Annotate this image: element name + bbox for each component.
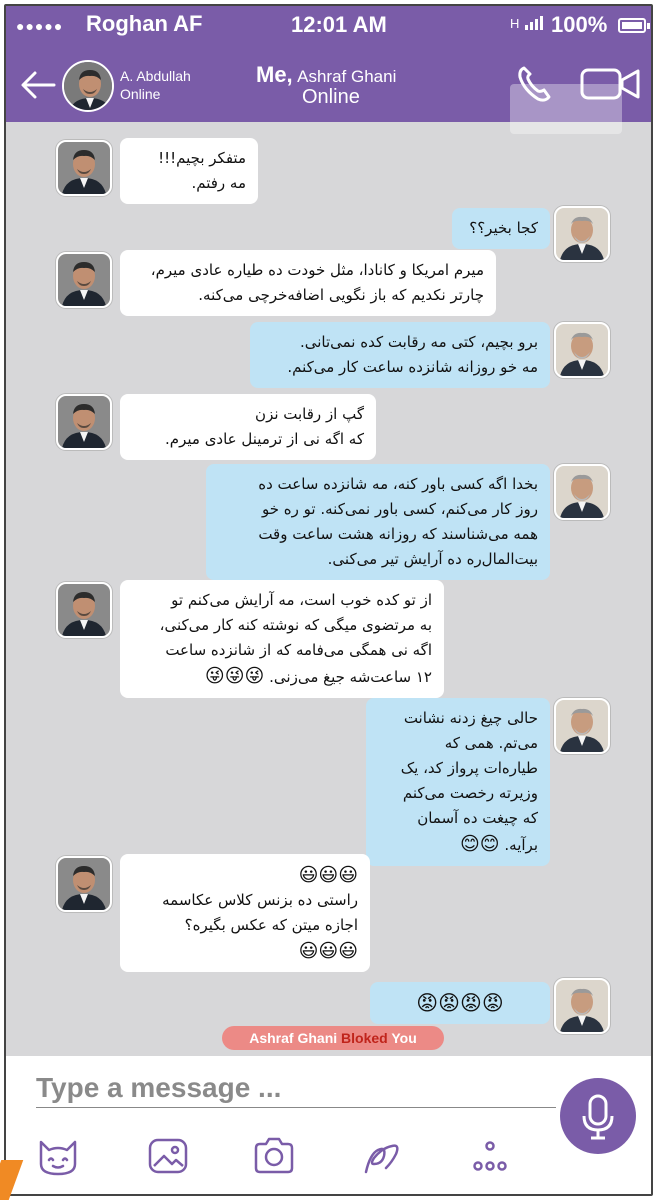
message-input[interactable] xyxy=(36,1068,556,1108)
more-icon[interactable] xyxy=(468,1134,512,1178)
blocked-notice-badge xyxy=(222,1026,444,1050)
message-line: ۱۲ ساعت‌شه جیغ می‌زنی. xyxy=(269,668,432,686)
message-bubble xyxy=(370,982,550,1024)
clock: 12:01 AM xyxy=(291,12,387,37)
battery-percent: 100% xyxy=(551,12,608,37)
message-bubble xyxy=(120,854,370,972)
message-line: وزیرته رخصت می‌کنم xyxy=(402,784,538,802)
message-line: طیاره‌ات پرواز کد، یک xyxy=(400,759,538,777)
message-line: میرم امریکا و کانادا، مثل خودت ده طیاره عادی میرم، xyxy=(150,261,484,279)
me-status: Online xyxy=(302,86,360,108)
grinning-emoji-icon: 😃😃😃 xyxy=(298,940,358,962)
ghani-avatar xyxy=(554,978,610,1034)
message-bubble xyxy=(206,464,550,580)
composer xyxy=(6,1056,651,1196)
ghani-avatar xyxy=(554,206,610,262)
message-line: گپ از رقابت نزن xyxy=(255,405,364,423)
phone-screen xyxy=(4,4,653,1196)
mic-button[interactable] xyxy=(560,1078,636,1154)
contact-status: Online xyxy=(120,86,161,102)
blocked-word: Bloked xyxy=(341,1030,388,1046)
signal-bars-icon xyxy=(523,16,545,30)
message-line: بیت‌المال‌ره ده آرایش تیر می‌کنی. xyxy=(327,550,538,568)
message-line: مه خو روزانه شانزده ساعت کار می‌کنم. xyxy=(287,358,538,376)
message-line: می‌تم. همی که xyxy=(444,734,538,752)
angry-face-emoji-icon: 😡😡😡😡 xyxy=(416,991,504,1015)
signal-dots-icon: ●●●●● xyxy=(16,18,64,34)
message-line: حالی چیغ زدنه نشانت xyxy=(403,709,538,727)
message-line: بخدا اگه کسی باور کنه، مه شانزده ساعت ده xyxy=(258,475,538,493)
winking-tongue-emoji-icon: 😜😜😜 xyxy=(204,665,265,687)
abdullah-avatar xyxy=(56,252,112,308)
status-bar xyxy=(6,6,651,44)
blocked-target: You xyxy=(391,1030,417,1046)
chat-header xyxy=(6,6,651,122)
message-line: اگه نی همگی می‌فامه که از شانزده ساعت xyxy=(165,641,432,659)
network-signal-icon xyxy=(510,16,545,31)
carrier-name: Roghan AF xyxy=(86,11,203,36)
message-line: اجازه میتن که عکس بگیره؟ xyxy=(184,916,358,934)
image-icon[interactable] xyxy=(146,1134,190,1178)
message-line: مه رفتم. xyxy=(191,174,246,192)
message-line: از تو کده خوب است، مه آرایش می‌کنم تو xyxy=(171,591,432,609)
message-bubble xyxy=(120,138,258,204)
message-line: چارتر نکدیم که باز نگویی اضافه‌خرچی می‌کنه. xyxy=(198,286,484,304)
grinning-emoji-icon: 😃😃😃 xyxy=(298,864,358,886)
microphone-icon xyxy=(560,1078,636,1154)
message-line: برو بچیم، کتی مه رقابت کده نمی‌تانی. xyxy=(299,333,538,351)
message-line: متفکر بچیم!!! xyxy=(158,149,246,167)
me-label: Me, xyxy=(256,62,293,87)
message-line-with-emoji xyxy=(378,831,538,858)
phone-call-icon[interactable] xyxy=(516,64,554,104)
message-line-with-emoji xyxy=(132,663,432,690)
doodle-icon[interactable] xyxy=(360,1134,404,1178)
contact-name: A. Abdullah xyxy=(120,68,191,84)
abdullah-avatar xyxy=(56,856,112,912)
ghani-avatar xyxy=(554,464,610,520)
message-bubble xyxy=(366,698,550,866)
smiling-emoji-icon: 😊😊 xyxy=(459,833,500,855)
network-type: H xyxy=(510,16,520,31)
back-arrow-icon[interactable] xyxy=(20,70,56,100)
chat-area[interactable] xyxy=(6,122,651,1056)
contact-avatar[interactable] xyxy=(62,60,114,112)
abdullah-avatar xyxy=(56,394,112,450)
message-line: که چیغت ده آسمان xyxy=(417,809,538,827)
message-line: راستی ده بزنس کلاس عکاسمه xyxy=(162,891,358,909)
message-line: همه می‌شناسند که روزانه هشت ساعت وقت xyxy=(258,525,538,543)
video-call-icon[interactable] xyxy=(578,66,642,102)
message-line: که اگه نی از ترمینل عادی میرم. xyxy=(165,430,364,448)
message-line: روز کار می‌کنم، کسی باور نمی‌کنه. تو ره خو xyxy=(262,500,538,518)
ghani-avatar xyxy=(554,322,610,378)
battery-icon xyxy=(618,18,646,33)
camera-icon[interactable] xyxy=(252,1134,296,1178)
ghani-avatar xyxy=(554,698,610,754)
me-name: Ashraf Ghani xyxy=(297,67,397,86)
blocked-actor: Ashraf Ghani xyxy=(249,1030,338,1046)
cat-sticker-icon[interactable] xyxy=(36,1134,80,1178)
message-bubble xyxy=(452,208,550,249)
message-bubble xyxy=(120,580,444,698)
message-line: کجا بخیر؟؟ xyxy=(469,219,538,237)
message-bubble xyxy=(120,394,376,460)
message-line: برآیه. xyxy=(504,836,538,854)
abdullah-avatar xyxy=(56,582,112,638)
message-bubble xyxy=(250,322,550,388)
abdullah-avatar xyxy=(56,140,112,196)
me-line xyxy=(256,62,396,88)
message-line: به مرتضوی میگی که نوشته کنه کار می‌کنی، xyxy=(159,616,432,634)
message-bubble xyxy=(120,250,496,316)
